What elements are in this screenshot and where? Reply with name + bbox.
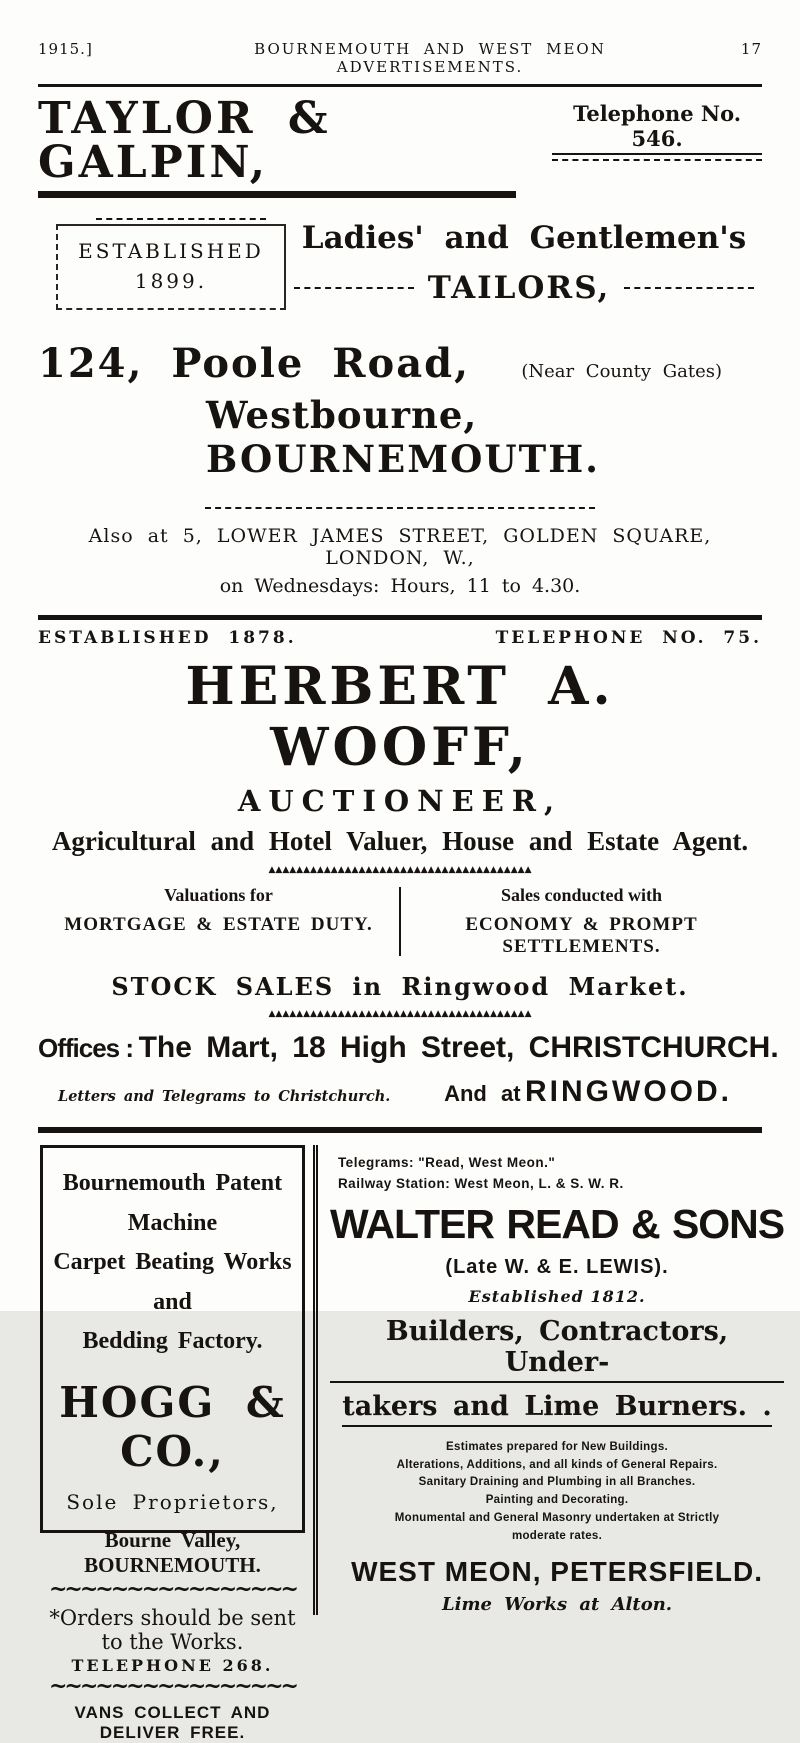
zigzag-ornament-2: ▲▲▲▲▲▲▲▲▲▲▲▲▲▲▲▲▲▲▲▲▲▲▲▲▲▲▲▲▲▲▲▲▲▲▲▲▲▲ [268,1009,532,1019]
taylor-hours: on Wednesdays: Hours, 11 to 4.30. [219,575,581,597]
read-services-list [330,1439,784,1546]
sales-line1: Sales conducted with [500,885,662,905]
taylor-telephone: Telephone No. 546. [552,101,762,155]
hogg-address: Bourne Valley, BOURNEMOUTH. [84,1527,261,1577]
header-year: 1915.] [38,40,93,58]
hogg-ad [40,1145,305,1742]
taylor-town-prefix: Westbourne, [206,393,478,437]
read-service-item: Painting and Decorating. [485,1494,629,1507]
page-header [38,40,762,76]
ringwood-text: RINGWOOD. [525,1075,732,1108]
hogg-orders-note: *Orders should be sent to the Works. [49,1605,296,1654]
read-name: WALTER READ & SONS [329,1200,785,1247]
wooff-telephone: TELEPHONE NO. 75. [495,628,762,648]
wooff-letters-note: Letters and Telegrams to Christchurch. [58,1088,391,1105]
read-telegrams: Telegrams: "Read, West Meon." [337,1155,556,1170]
hogg-vans-note: VANS COLLECT AND DELIVER FREE. [74,1702,271,1742]
valuations-line1: Valuations for [164,885,273,905]
read-railway-station: Railway Station: West Meon, L. & S. W. R. [337,1175,624,1191]
walter-read-ad [313,1145,784,1615]
wooff-valuations-column [38,885,399,958]
wooff-offices [38,1031,779,1065]
zigzag-ornament-1: ▲▲▲▲▲▲▲▲▲▲▲▲▲▲▲▲▲▲▲▲▲▲▲▲▲▲▲▲▲▲▲▲▲▲▲▲▲▲ [268,865,532,875]
wavy-ornament-1: ~~~~~~~~~~~~~~~~ [49,1575,296,1602]
read-established: Established 1812. [468,1286,646,1306]
divider-rule-2 [38,1127,762,1133]
hogg-telephone: TELEPHONE 268. [71,1655,274,1675]
header-page-number: 17 [740,40,762,58]
established-year: 1899. [134,269,208,293]
read-lime-works: Lime Works at Alton. [441,1593,673,1615]
and-at-text: And at [444,1081,521,1106]
valuations-line2: MORTGAGE & ESTATE DUTY. [64,914,373,935]
established-box-top-dash [96,218,266,220]
hogg-title-line1: Bournemouth Patent Machine [62,1170,283,1236]
taylor-address-town [206,393,762,481]
taylor-tagline: Ladies' and Gentlemen's [301,220,747,256]
tailors-right-dash [624,287,754,289]
offices-label: Offices : [38,1033,134,1063]
read-location: WEST MEON, PETERSFIELD. [351,1555,763,1587]
wooff-role: AUCTIONEER, [237,784,563,818]
taylor-name: TAYLOR & GALPIN, [38,93,331,188]
taylor-address-street: 124, Poole Road, [38,340,471,387]
hogg-title-line2: Carpet Beating Works and [53,1249,292,1315]
taylor-town-caps: BOURNEMOUTH. [206,437,601,481]
taylor-underline-rule [38,191,516,198]
established-label: ESTABLISHED [78,239,264,263]
hogg-name: HOGG & CO., [59,1377,286,1476]
header-title: BOURNEMOUTH AND WEST MEON ADVERTISEMENTS. [254,40,606,76]
wavy-ornament-2: ~~~~~~~~~~~~~~~~ [49,1672,296,1699]
taylor-galpin-ad [38,93,762,597]
read-service-item: moderate rates. [511,1529,603,1542]
established-box [56,224,286,310]
wooff-ad [38,628,779,1109]
wooff-subtitle: Agricultural and Hotel Valuer, House and Estate Agent. [51,826,749,856]
taylor-name-block [38,93,552,198]
taylor-trade: TAILORS, [427,270,611,306]
tailors-left-dash [294,287,414,289]
hogg-proprietors: Sole Proprietors, [66,1489,279,1514]
hogg-title-line3: Bedding Factory. [82,1328,263,1355]
wooff-and-at-ringwood [444,1075,732,1109]
read-trades-line2: takers and Lime Burners. . [342,1391,772,1427]
read-service-item: Estimates prepared for New Buildings. [446,1440,669,1453]
wooff-sales-column [401,885,762,958]
read-trades-line1: Builders, Contractors, Under- [330,1316,784,1383]
wooff-name: HERBERT A. WOOFF, [185,656,615,778]
read-service-item: Alterations, Additions, and all kinds of General Repairs. [396,1458,718,1471]
section-dash-rule [205,507,595,509]
taylor-address-note: (Near County Gates) [521,361,722,382]
taylor-telephone-dash-rule [552,159,762,161]
offices-address: The Mart, 18 High Street, CHRISTCHURCH. [138,1031,779,1064]
read-late-note: (Late W. & E. LEWIS). [445,1255,669,1278]
wooff-stock-sales: STOCK SALES in Ringwood Market. [111,972,689,1001]
sales-line2: ECONOMY & PROMPT SETTLEMENTS. [465,914,698,957]
divider-rule-1 [38,615,762,620]
taylor-also-at: Also at 5, LOWER JAMES STREET, GOLDEN SQUARE, LONDON, W., [88,525,712,569]
header-rule [38,84,762,87]
read-service-item: Sanitary Draining and Plumbing in all Branches. [418,1476,696,1489]
read-service-item: Monumental and General Masonry undertaken at Strictly [394,1512,720,1525]
wooff-established: ESTABLISHED 1878. [38,628,297,648]
